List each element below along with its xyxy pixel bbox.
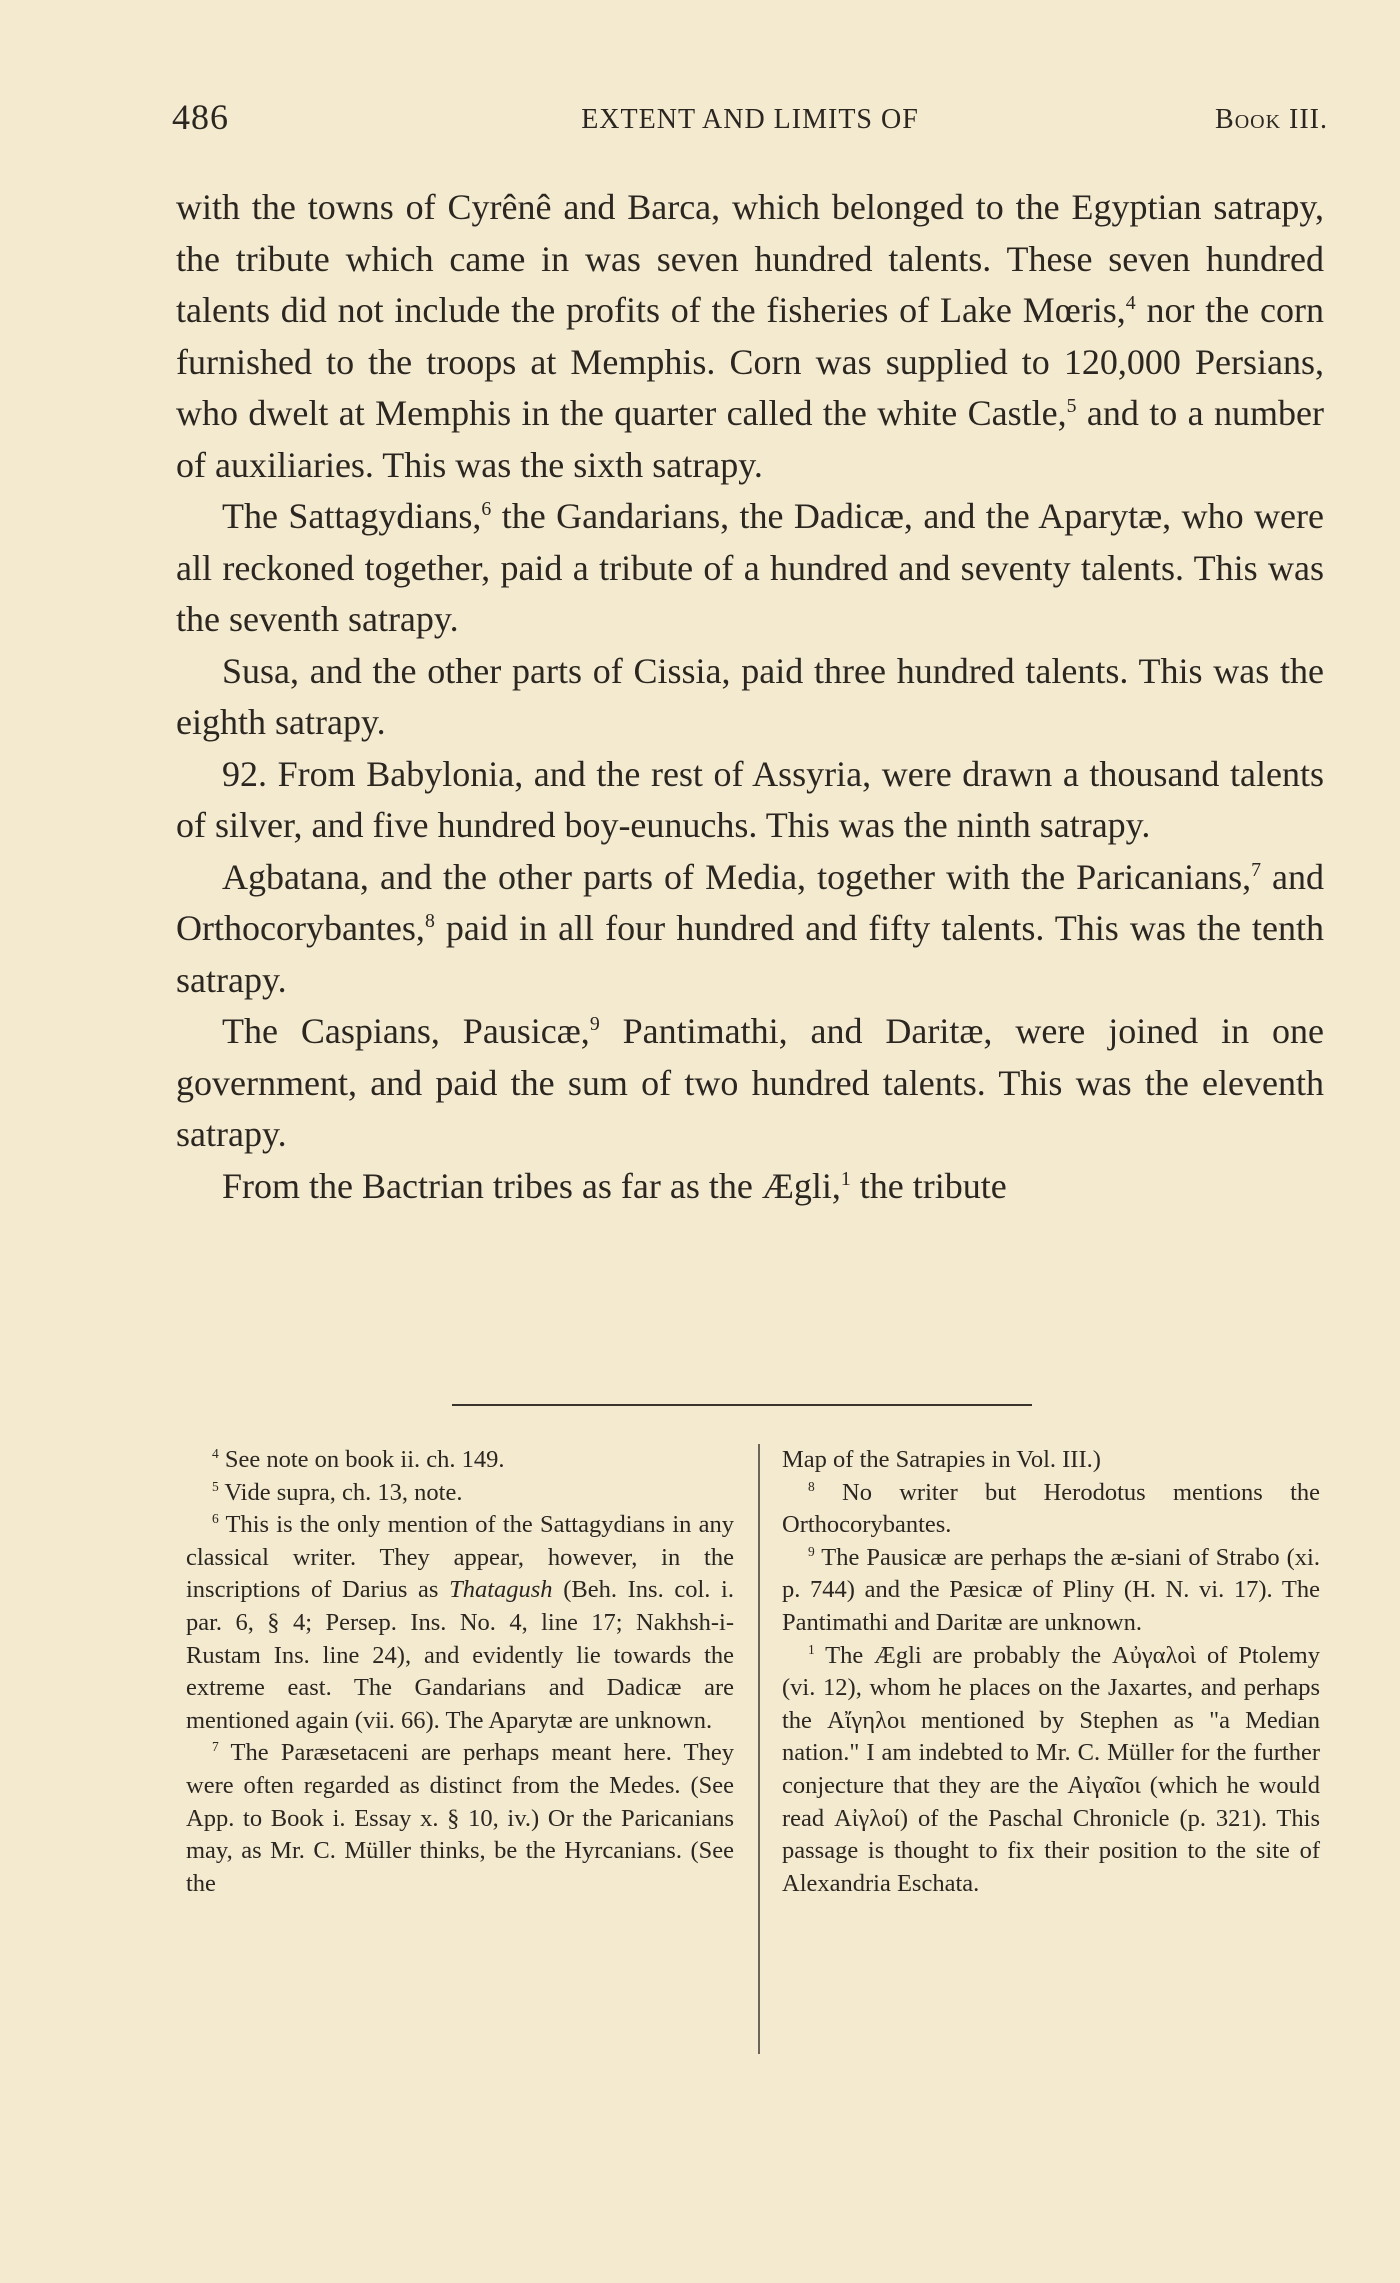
page-number: 486 xyxy=(172,97,229,137)
footnote-5: $^5$ Vide supra, ch. 13, note. xyxy=(212,1478,463,1506)
footnote-7-continued: Map of the Satrapies in Vol. III.) xyxy=(782,1446,1101,1473)
footnote-ref-4: 4 xyxy=(1125,292,1136,314)
footnote-column-divider xyxy=(758,1444,760,2054)
footnote-1: $^1$ The Ægli are probably the Αὐγαλοὶ of Ptolemy (vi. 12), whom he places on the Jaxartes, and perhaps the Αἴγηλοι mentioned by Stephen as "a Median nation." I am indebted to Mr. C. Müller for the further conjecture that they are the Αἰγαῖοι (which he would read Αἰγλοί) of the Paschal Chronicle (p. 321). This passage is thought to fix their position to the site of Alexandria Eschata. xyxy=(782,1641,1320,1897)
footnotes-left-column xyxy=(186,1444,734,1900)
paragraph-5: Agbatana, and the other parts of Media, together with the Paricanians,$^7$ and Orthocorybantes,$^8$ paid in all four hundred and fifty talents. This was the tenth satrapy. xyxy=(176,856,1325,1000)
paragraph-4: 92. From Babylonia, and the rest of Assyria, were drawn a thousand talents of silver, and five hundred boy-eunuchs. This was the ninth satrapy. xyxy=(176,753,1324,845)
footnote-ref-5: 5 xyxy=(1066,395,1077,417)
paragraph-2: The Sattagydians,$^6$ the Gandarians, the Dadicæ, and the Aparytæ, who were all reckoned together, paid a tribute of a hundred and seventy talents. This was the seventh satrapy. xyxy=(176,496,1324,639)
footnote-ref-6: 6 xyxy=(481,498,492,520)
paragraph-3: Susa, and the other parts of Cissia, paid three hundred talents. This was the eighth satrapy. xyxy=(176,650,1324,742)
footnote-ref-7: 7 xyxy=(1251,858,1261,881)
footnote-7: $^7$ The Paræsetaceni are perhaps meant here. They were often regarded as distinct from the Medes. (See App. to Book i. Essay x. § 10, iv.) Or the Paricanians may, as Mr. C. Müller thinks, be the Hyrcanians. (See the xyxy=(186,1739,734,1897)
footnote-6: $^6$ This is the only mention of the Sattagydians in any classical writer. They appear, however, in the inscriptions of Darius as Thatagush (Beh. Ins. col. i. par. 6, § 4; Persep. Ins. No. 4, line 17; Nakhsh-i-Rustam Ins. line 24), and evidently lie towards the extreme east. The Gandarians and Dadicæ are mentioned again (vii. 66). The Aparytæ are unknown. xyxy=(186,1511,734,1734)
footnote-9: $^9$ The Pausicæ are perhaps the æ-siani of Strabo (xi. p. 744) and the Pæsicæ of Pliny (H. N. vi. 17). The Pantimathi and Daritæ are unknown. xyxy=(782,1543,1320,1636)
running-header xyxy=(172,96,1328,146)
running-title: EXTENT AND LIMITS OF xyxy=(581,104,919,135)
footnote-ref-9: 9 xyxy=(589,1013,600,1035)
paragraph-1: with the towns of Cyrênê and Barca, which belonged to the Egyptian satrapy, the tribute which came in was seven hundred talents. These seven hundred talents did not include the profits of the fisheries of Lake Mœris,$^4$ nor the corn furnished to the troops at Memphis. Corn was supplied to 120,000 Persians, who dwelt at Memphis in the quarter called the white Castle,$^5$ and to a number of auxiliaries. This was the sixth satrapy. xyxy=(176,187,1325,485)
footnote-separator xyxy=(452,1404,1032,1406)
footnote-ref-1: 1 xyxy=(840,1167,851,1190)
book-label: Book III. xyxy=(1215,104,1328,135)
paragraph-7: From the Bactrian tribes as far as the Ægli,$^1$ the tribute xyxy=(222,1165,1007,1206)
footnote-8: $^8$ No writer but Herodotus mentions the Orthocorybantes. xyxy=(782,1478,1320,1539)
footnotes-right-column xyxy=(782,1444,1320,1900)
main-text xyxy=(176,182,1324,1212)
footnote-ref-8: 8 xyxy=(424,910,435,932)
footnote-4: $^4$ See note on book ii. ch. 149. xyxy=(212,1445,505,1473)
paragraph-6: The Caspians, Pausicæ,$^9$ Pantimathi, and Daritæ, were joined in one government, and paid the sum of two hundred talents. This was the eleventh satrapy. xyxy=(176,1011,1324,1154)
